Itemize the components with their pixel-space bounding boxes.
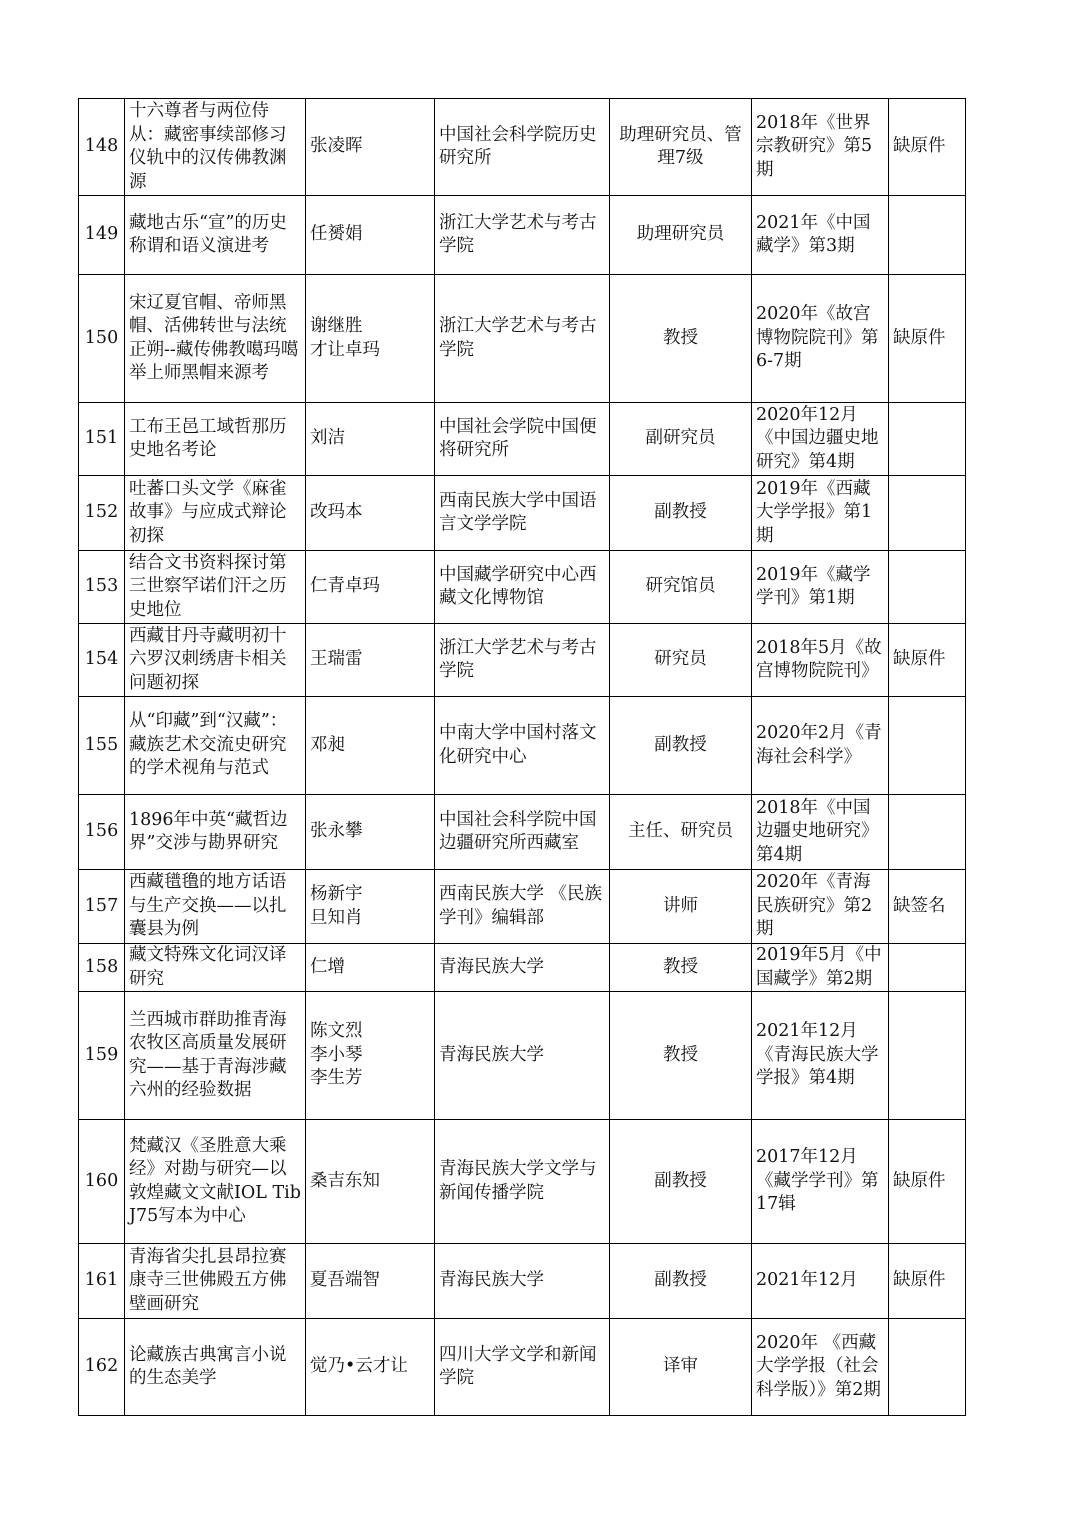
cell-affiliation: 青海民族大学 [435, 1244, 610, 1319]
cell-affiliation: 中国藏学研究中心西藏文化博物馆 [435, 551, 610, 624]
cell-affiliation: 青海民族大学文学与新闻传播学院 [435, 1120, 610, 1244]
cell-note [889, 196, 966, 275]
cell-title-rank: 研究员 [610, 624, 752, 697]
cell-note [889, 697, 966, 795]
table-row [79, 99, 966, 196]
cell-author: 王瑞雷 [306, 624, 435, 697]
cell-title-rank: 副教授 [610, 1120, 752, 1244]
cell-author: 桑吉东知 [306, 1120, 435, 1244]
cell-publication: 2019年5月《中国藏学》第2期 [752, 944, 889, 992]
table-row [79, 624, 966, 697]
cell-publication: 2018年《中国边疆史地研究》第4期 [752, 795, 889, 870]
table-row [79, 697, 966, 795]
cell-title-rank: 教授 [610, 992, 752, 1120]
cell-paper-title: 工布王邑工域哲那历史地名考论 [125, 403, 306, 476]
table-row [79, 944, 966, 992]
cell-affiliation: 青海民族大学 [435, 944, 610, 992]
cell-publication: 2021年12月《青海民族大学学报》第4期 [752, 992, 889, 1120]
cell-publication: 2020年2月《青海社会科学》 [752, 697, 889, 795]
cell-paper-title: 十六尊者与两位侍从：藏密事续部修习仪轨中的汉传佛教渊源 [125, 99, 306, 196]
cell-affiliation: 浙江大学艺术与考古学院 [435, 275, 610, 403]
cell-paper-title: 西藏甘丹寺藏明初十六罗汉刺绣唐卡相关问题初探 [125, 624, 306, 697]
cell-publication: 2018年《世界宗教研究》第5期 [752, 99, 889, 196]
cell-number: 150 [79, 275, 125, 403]
cell-number: 158 [79, 944, 125, 992]
cell-paper-title: 梵藏汉《圣胜意大乘经》对勘与研究—以敦煌藏文文献IOL Tib J75写本为中心 [125, 1120, 306, 1244]
table-row [79, 476, 966, 551]
cell-note [889, 992, 966, 1120]
cell-note: 缺原件 [889, 99, 966, 196]
cell-note [889, 476, 966, 551]
journal-papers-table [78, 98, 966, 1416]
cell-affiliation: 中国社会科学院历史研究所 [435, 99, 610, 196]
cell-note: 缺原件 [889, 1244, 966, 1319]
cell-author: 张凌晖 [306, 99, 435, 196]
cell-paper-title: 兰西城市群助推青海农牧区高质量发展研究——基于青海涉藏六州的经验数据 [125, 992, 306, 1120]
cell-affiliation: 西南民族大学中国语言文学学院 [435, 476, 610, 551]
cell-title-rank: 副教授 [610, 1244, 752, 1319]
cell-affiliation: 中国社会科学院中国边疆研究所西藏室 [435, 795, 610, 870]
cell-paper-title: 藏地古乐“宣”的历史称谓和语义演进考 [125, 196, 306, 275]
cell-publication: 2020年《故宫博物院院刊》第6-7期 [752, 275, 889, 403]
table-row [79, 551, 966, 624]
cell-paper-title: 青海省尖扎县昂拉赛康寺三世佛殿五方佛壁画研究 [125, 1244, 306, 1319]
cell-title-rank: 助理研究员、管理7级 [610, 99, 752, 196]
cell-affiliation: 浙江大学艺术与考古学院 [435, 196, 610, 275]
cell-note [889, 1319, 966, 1416]
cell-title-rank: 副教授 [610, 697, 752, 795]
cell-paper-title: 西藏氆氇的地方话语与生产交换——以扎囊县为例 [125, 870, 306, 944]
cell-note [889, 403, 966, 476]
cell-author: 觉乃•云才让 [306, 1319, 435, 1416]
cell-publication: 2018年5月《故宫博物院院刊》 [752, 624, 889, 697]
cell-note: 缺原件 [889, 624, 966, 697]
cell-number: 161 [79, 1244, 125, 1319]
cell-note [889, 551, 966, 624]
cell-author: 仁青卓玛 [306, 551, 435, 624]
cell-publication: 2019年《藏学学刊》第1期 [752, 551, 889, 624]
table-row [79, 1319, 966, 1416]
cell-note: 缺原件 [889, 1120, 966, 1244]
cell-paper-title: 藏文特殊文化词汉译研究 [125, 944, 306, 992]
table-row [79, 1120, 966, 1244]
cell-author: 张永攀 [306, 795, 435, 870]
cell-number: 162 [79, 1319, 125, 1416]
cell-author: 陈文烈 李小琴 李生芳 [306, 992, 435, 1120]
cell-number: 151 [79, 403, 125, 476]
cell-author: 邓昶 [306, 697, 435, 795]
table-row [79, 403, 966, 476]
table-row [79, 275, 966, 403]
cell-title-rank: 讲师 [610, 870, 752, 944]
table-row [79, 1244, 966, 1319]
cell-publication: 2021年《中国藏学》第3期 [752, 196, 889, 275]
cell-paper-title: 结合文书资料探讨第三世察罕诺们汗之历史地位 [125, 551, 306, 624]
cell-affiliation: 浙江大学艺术与考古学院 [435, 624, 610, 697]
cell-author: 任赟娟 [306, 196, 435, 275]
cell-publication: 2020年 《西藏大学学报（社会科学版）》第2期 [752, 1319, 889, 1416]
table-row [79, 196, 966, 275]
cell-number: 154 [79, 624, 125, 697]
cell-title-rank: 主任、研究员 [610, 795, 752, 870]
cell-publication: 2021年12月 [752, 1244, 889, 1319]
cell-number: 149 [79, 196, 125, 275]
cell-paper-title: 论藏族古典寓言小说的生态美学 [125, 1319, 306, 1416]
cell-note: 缺签名 [889, 870, 966, 944]
cell-paper-title: 从“印藏”到“汉藏”：藏族艺术交流史研究的学术视角与范式 [125, 697, 306, 795]
cell-title-rank: 教授 [610, 944, 752, 992]
cell-title-rank: 副教授 [610, 476, 752, 551]
cell-publication: 2020年12月《中国边疆史地研究》第4期 [752, 403, 889, 476]
cell-author: 仁增 [306, 944, 435, 992]
cell-number: 160 [79, 1120, 125, 1244]
cell-publication: 2017年12月《藏学学刊》第17辑 [752, 1120, 889, 1244]
cell-number: 155 [79, 697, 125, 795]
cell-number: 148 [79, 99, 125, 196]
cell-author: 刘洁 [306, 403, 435, 476]
cell-number: 156 [79, 795, 125, 870]
cell-number: 159 [79, 992, 125, 1120]
cell-note [889, 795, 966, 870]
cell-paper-title: 吐蕃口头文学《麻雀故事》与应成式辩论初探 [125, 476, 306, 551]
cell-paper-title: 1896年中英“藏哲边界”交涉与勘界研究 [125, 795, 306, 870]
cell-affiliation: 四川大学文学和新闻学院 [435, 1319, 610, 1416]
cell-author: 杨新宇 旦知肖 [306, 870, 435, 944]
cell-note: 缺原件 [889, 275, 966, 403]
cell-publication: 2019年《西藏大学学报》第1期 [752, 476, 889, 551]
cell-affiliation: 中南大学中国村落文化研究中心 [435, 697, 610, 795]
cell-title-rank: 助理研究员 [610, 196, 752, 275]
cell-note [889, 944, 966, 992]
cell-number: 157 [79, 870, 125, 944]
cell-number: 153 [79, 551, 125, 624]
cell-paper-title: 宋辽夏官帽、帝师黑帽、活佛转世与法统正朔--藏传佛教噶玛噶举上师黑帽来源考 [125, 275, 306, 403]
table-row [79, 795, 966, 870]
cell-affiliation: 青海民族大学 [435, 992, 610, 1120]
cell-affiliation: 西南民族大学 《民族学刊》编辑部 [435, 870, 610, 944]
table-row [79, 992, 966, 1120]
cell-author: 谢继胜 才让卓玛 [306, 275, 435, 403]
cell-publication: 2020年《青海民族研究》第2期 [752, 870, 889, 944]
cell-title-rank: 译审 [610, 1319, 752, 1416]
cell-affiliation: 中国社会学院中国便将研究所 [435, 403, 610, 476]
table-row [79, 870, 966, 944]
cell-author: 夏吾端智 [306, 1244, 435, 1319]
cell-number: 152 [79, 476, 125, 551]
cell-title-rank: 教授 [610, 275, 752, 403]
cell-title-rank: 副研究员 [610, 403, 752, 476]
cell-title-rank: 研究馆员 [610, 551, 752, 624]
cell-author: 改玛本 [306, 476, 435, 551]
